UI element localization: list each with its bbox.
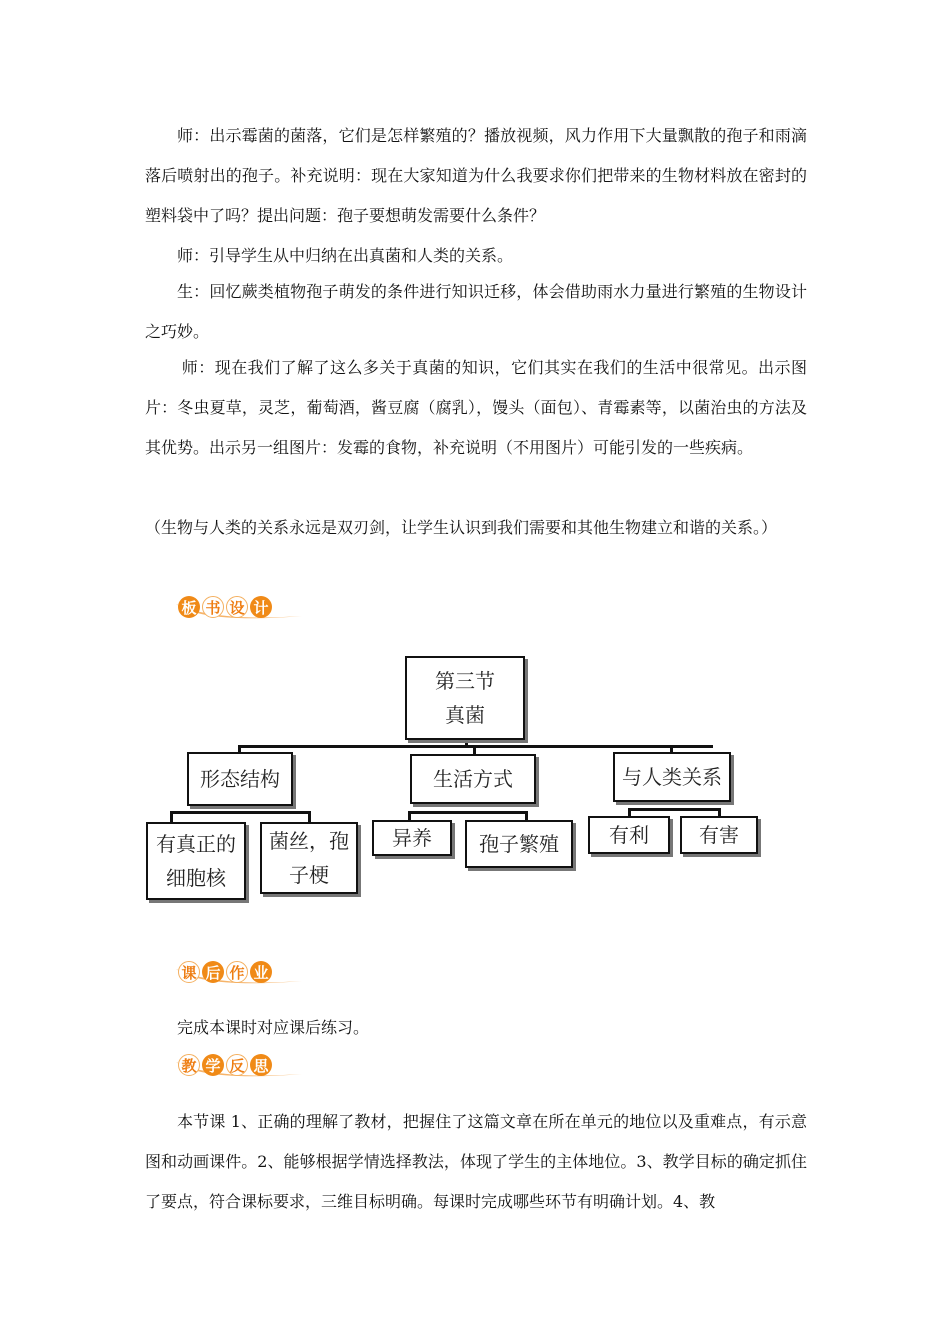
heading-char: 反 bbox=[226, 1054, 248, 1076]
branch-human-relation: 与人类关系 bbox=[613, 752, 731, 802]
heading-char: 板 bbox=[178, 596, 200, 618]
leaf-hyphae-line1: 菌丝，孢 bbox=[269, 829, 349, 853]
paragraph-spore-reproduction: 师：出示霉菌的菌落，它们是怎样繁殖的？播放视频，风力作用下大量飘散的孢子和雨滴落后喷射出的孢子。补充说明：现在大家知道为什么我要求你们把带来的生物材料放在密封的塑料袋中了吗？提出问题：孢子要想萌发需要什么条件？ bbox=[145, 126, 807, 225]
leaf-harmful: 有害 bbox=[680, 816, 758, 854]
heading-char: 设 bbox=[226, 596, 248, 618]
heading-char: 后 bbox=[202, 961, 224, 983]
paragraph-guide-relation: 师：引导学生从中归纳在出真菌和人类的关系。 bbox=[177, 246, 514, 265]
heading-reflection bbox=[178, 1050, 272, 1080]
heading-char: 作 bbox=[226, 961, 248, 983]
heading-char: 业 bbox=[250, 961, 272, 983]
connector-line bbox=[170, 811, 310, 814]
connector-line bbox=[628, 808, 720, 811]
leaf-beneficial: 有利 bbox=[588, 816, 670, 854]
root-node bbox=[405, 656, 525, 740]
heading-char: 课 bbox=[178, 961, 200, 983]
root-node-line1: 第三节 bbox=[435, 669, 495, 693]
leaf-heterotroph: 异养 bbox=[372, 820, 452, 856]
root-node-line2: 真菌 bbox=[445, 703, 485, 727]
leaf-spore-reproduction: 孢子繁殖 bbox=[465, 820, 573, 868]
leaf-hyphae bbox=[260, 822, 358, 894]
heading-char: 计 bbox=[250, 596, 272, 618]
paragraph-double-edged: （生物与人类的关系永远是双刃剑，让学生认识到我们需要和其他生物建立和谐的关系。） bbox=[145, 518, 778, 537]
heading-char: 书 bbox=[202, 596, 224, 618]
branch-lifestyle: 生活方式 bbox=[410, 754, 536, 804]
heading-char: 教 bbox=[178, 1054, 200, 1076]
leaf-hyphae-line2: 子梗 bbox=[289, 863, 329, 887]
concept-diagram bbox=[140, 648, 770, 908]
branch-morphology: 形态结构 bbox=[187, 752, 293, 806]
leaf-true-nucleus-line1: 有真正的 bbox=[156, 832, 236, 856]
leaf-true-nucleus bbox=[146, 822, 246, 900]
heading-homework bbox=[178, 957, 272, 987]
heading-char: 学 bbox=[202, 1054, 224, 1076]
connector-line bbox=[408, 811, 528, 814]
paragraph-fungi-in-life: 师：现在我们了解了这么多关于真菌的知识，它们其实在我们的生活中很常见。出示图片：冬虫夏草，灵芝，葡萄酒，酱豆腐（腐乳），馒头（面包）、青霉素等，以菌治虫的方法及其优势。出示另一组图片：发霉的食物，补充说明（不用图片）可能引发的一些疾病。 bbox=[145, 358, 807, 457]
heading-char: 思 bbox=[250, 1054, 272, 1076]
paragraph-homework: 完成本课时对应课后练习。 bbox=[177, 1018, 370, 1037]
leaf-true-nucleus-line2: 细胞核 bbox=[166, 866, 226, 890]
paragraph-student-recall: 生：回忆蕨类植物孢子萌发的条件进行知识迁移，体会借助雨水力量进行繁殖的生物设计之巧妙。 bbox=[145, 282, 807, 341]
paragraph-reflection: 本节课 1、正确的理解了教材，把握住了这篇文章在所在单元的地位以及重难点，有示意图和动画课件。2、能够根据学情选择教法，体现了学生的主体地位。3、教学目标的确定抓住了要点，符合课标要求，三维目标明确。每课时完成哪些环节有明确计划。4、教 bbox=[145, 1112, 807, 1211]
heading-board-design bbox=[178, 592, 272, 622]
